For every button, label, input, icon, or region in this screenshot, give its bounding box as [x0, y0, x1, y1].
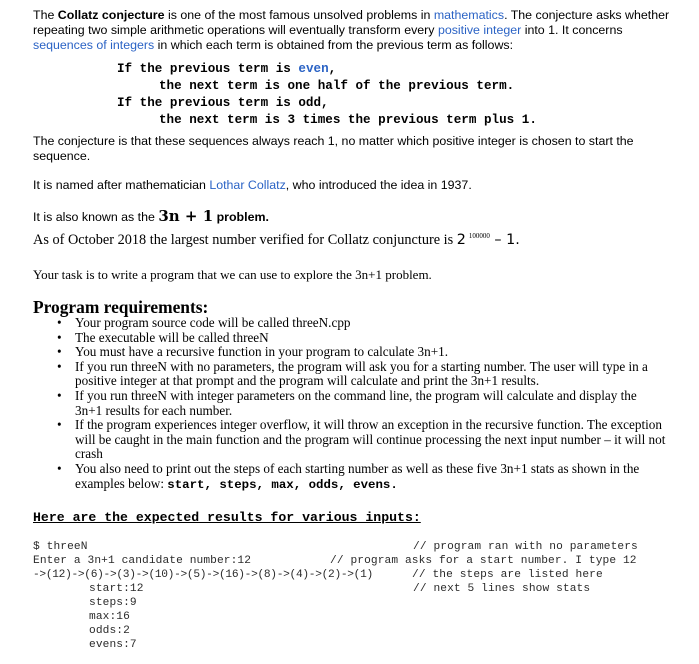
- intro-paragraph: [33, 8, 678, 54]
- list-item: • The executable will be called threeN: [57, 329, 269, 345]
- collatz-term: Collatz conjecture: [57, 8, 165, 22]
- requirements-heading: Program requirements:: [33, 297, 209, 317]
- terminal-comment: // next 5 lines show stats: [413, 583, 591, 595]
- list-item: • You must have a recursive function in your program to calculate 3n+1.: [57, 344, 449, 360]
- intro-text: into 1. It concerns: [521, 23, 623, 38]
- power-base: 2: [456, 232, 466, 248]
- bullet-icon: •: [57, 387, 62, 403]
- bullet-icon: •: [57, 417, 62, 433]
- list-item: • If the program experiences integer overflow, it will throw an exception in the recursive function. The exception will be caught in the main function and the program will continue processing the next input number – it will not crash: [57, 417, 666, 462]
- stat-max: max:16: [89, 611, 130, 623]
- terminal-steps-line: ->(12)->(6)->(3)->(10)->(5)->(16)->(8)->(4)->(2)->(1): [33, 569, 373, 581]
- list-item: • If you run threeN with integer parameters on the command line, the program will calculate and display the 3n+1 results for each number.: [57, 387, 637, 418]
- terminal-comment: // the steps are listed here: [412, 569, 603, 581]
- named-paragraph: It is named after mathematician Lothar Collatz, who introduced the idea in 1937.: [33, 178, 472, 192]
- stats-code: start, steps, max, odds, evens.: [167, 477, 398, 492]
- intro-text: The: [33, 8, 58, 22]
- even-link[interactable]: even: [298, 62, 329, 76]
- bullet-icon: •: [57, 315, 62, 330]
- requirements-list: [57, 316, 667, 492]
- bullet-icon: •: [57, 460, 62, 476]
- conjecture-paragraph: The conjecture is that these sequences always reach 1, no matter which positive integer is chosen to start the sequence.: [33, 134, 634, 163]
- intro-text: in which each term is obtained from the previous term as follows:: [154, 38, 514, 53]
- terminal-comment: // program asks for a start number. I type 12: [330, 555, 637, 567]
- bullet-icon: •: [57, 344, 62, 360]
- intro-text: . The conjecture asks whether repeating two simple arithmetic operations will eventually transform every: [33, 8, 670, 38]
- list-item: • If you run threeN with no parameters, the program will ask you for a starting number. The user will type in a positive integer at that prompt and the program will calculate and print the 3n+1 results.: [57, 358, 648, 389]
- terminal-enter-line: Enter a 3n+1 candidate number:12: [33, 555, 252, 567]
- positive-integer-link[interactable]: positive integer: [437, 23, 522, 38]
- sequences-link[interactable]: sequences of integers: [33, 38, 155, 53]
- lothar-collatz-link[interactable]: Lothar Collatz: [209, 178, 286, 192]
- rule-line-3: If the previous term is odd,: [117, 96, 329, 110]
- list-item: • Your program source code will be called threeN.cpp: [57, 315, 351, 330]
- stat-start: start:12: [89, 583, 144, 595]
- terminal-prompt: $ threeN: [33, 541, 88, 553]
- rule-line-1: If the previous term is even,: [117, 62, 337, 76]
- power-exponent: 100000: [468, 232, 490, 240]
- task-paragraph: Your task is to write a program that we can use to explore the 3n+1 problem.: [33, 267, 432, 282]
- bullet-icon: •: [57, 329, 62, 345]
- known-as-paragraph: It is also known as the 3n + 1 problem.: [33, 207, 269, 225]
- list-item: • You also need to print out the steps of each starting number as well as these five 3n+1 stats as shown in the examples below: start, steps, max, odds, evens.: [57, 460, 640, 492]
- stat-odds: odds:2: [89, 625, 130, 637]
- rule-line-2: the next term is one half of the previous term.: [159, 79, 515, 93]
- as-of-paragraph: As of October 2018 the largest number verified for Collatz conjuncture is 2 $^{100000}$ – 1.: [33, 232, 520, 248]
- expected-results-heading: Here are the expected results for various inputs:: [33, 510, 421, 525]
- stat-evens: evens:7: [89, 639, 137, 651]
- terminal-comment: // program ran with no parameters: [413, 541, 638, 553]
- bullet-icon: •: [57, 358, 62, 374]
- formula-3n-plus-1: 3n + 1: [158, 207, 214, 225]
- stat-steps: steps:9: [89, 597, 137, 609]
- rule-line-4: the next term is 3 times the previous term plus 1.: [159, 113, 537, 127]
- intro-text: is one of the most famous unsolved problems in: [164, 8, 434, 22]
- mathematics-link[interactable]: mathematics: [433, 8, 505, 22]
